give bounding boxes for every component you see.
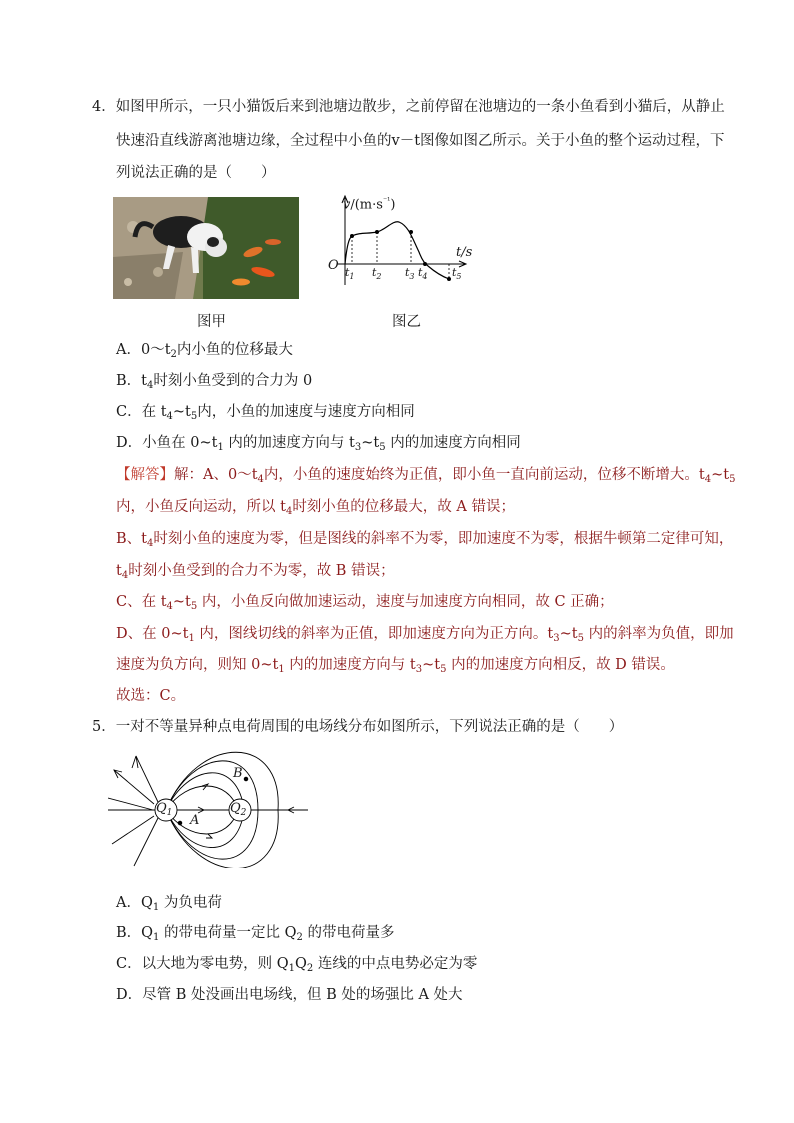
caption-figure-a: 图甲 <box>197 314 226 330</box>
graph-ylabel: $v/(m\cdot s^{^{-1}})$ <box>343 196 396 213</box>
answer-line-4: $t_4$时刻小鱼受到的合力不为零，故 B 错误； <box>116 563 395 581</box>
tick-t4: $t_4$ <box>418 266 428 281</box>
q4-option-d: D．小鱼在 $0\sim t_1$ 内的加速度方向与 $t_3\sim t_5$ 内的加速度方向相同 <box>116 435 521 453</box>
graph-origin: O <box>328 258 339 273</box>
q5-option-c: C．以大地为零电势，则 $Q_1Q_2$ 连线的中点电势必定为零 <box>116 956 478 974</box>
q4-stem-line-3: 列说法正确的是（ ） <box>116 165 276 181</box>
answer-line-6: D、在 $0\sim t_1$ 内，图线切线的斜率为正值，即加速度方向为正方向。$t_3\sim t_5$ 内的斜率为负值，即加 <box>116 626 734 644</box>
cat-fish-photo <box>113 197 299 299</box>
q5-stem: 5．一对不等量异种点电荷周围的电场线分布如图所示，下列说法正确的是（ ） <box>92 719 624 735</box>
q5-option-a: A．$Q_1$ 为负电荷 <box>116 895 222 913</box>
answer-line-1: 【解答】解：A、$0\sim t_4$内，小鱼的速度始终为正值，即小鱼一直向前运动，位移不断增大。$t_4\sim t_5$ <box>116 467 736 485</box>
tick-t2: $t_2$ <box>372 266 382 281</box>
answer-line-5: C、在 $t_4\sim t_5$ 内，小鱼反向做加速运动，速度与加速度方向相同，故 C 正确； <box>116 594 614 612</box>
point-b-label: B <box>233 766 243 781</box>
q4-stem-line-1: 4．如图甲所示，一只小猫饭后来到池塘边散步，之前停留在池塘边的一条小鱼看到小猫后，从静止 <box>92 99 725 115</box>
caption-figure-b: 图乙 <box>392 314 421 330</box>
charge-q2-label: $Q_2$ <box>230 801 247 818</box>
answer-line-8: 故选：C。 <box>116 688 186 704</box>
tick-t3: $t_3$ <box>405 266 415 281</box>
point-a-label: A <box>190 813 200 828</box>
answer-line-2: 内，小鱼反向运动，所以 $t_4$时刻小鱼的位移最大，故 A 错误； <box>116 499 516 517</box>
tick-t1: $t_1$ <box>345 266 355 281</box>
charge-q1-label: $Q_1$ <box>156 801 173 818</box>
graph-xlabel: t/s <box>456 245 473 260</box>
q4-option-c: C．在 $t_4\sim t_5$内，小鱼的加速度与速度方向相同 <box>116 404 415 422</box>
electric-field-diagram <box>108 748 308 868</box>
q5-option-b: B．$Q_1$ 的带电荷量一定比 $Q_2$ 的带电荷量多 <box>116 925 395 943</box>
answer-line-7: 速度为负方向，则知 $0\sim t_1$ 内的加速度方向与 $t_3\sim t_5$ 内的加速度方向相反，故 D 错误。 <box>116 657 675 675</box>
tick-t5: $t_5$ <box>452 266 462 281</box>
q4-option-b: B．$t_4$时刻小鱼受到的合力为 0 <box>116 373 313 391</box>
answer-line-3: B、$t_4$时刻小鱼的速度为零，但是图线的斜率不为零，即加速度不为零，根据牛顿第二定律可知， <box>116 531 734 549</box>
q4-option-a: A．$0\sim t_2$内小鱼的位移最大 <box>116 342 293 360</box>
q4-stem-line-2: 快速沿直线游离池塘边缘，全过程中小鱼的v－t图像如图乙所示。关于小鱼的整个运动过程，下 <box>116 133 725 149</box>
q5-option-d: D．尽管 B 处没画出电场线，但 B 处的场强比 A 处大 <box>116 987 463 1003</box>
